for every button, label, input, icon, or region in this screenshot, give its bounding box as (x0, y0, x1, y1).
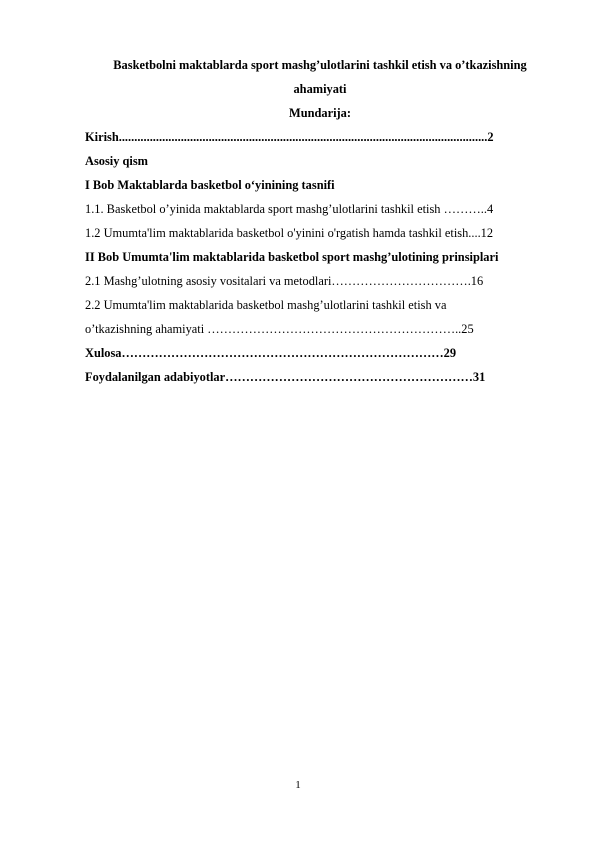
toc-entry-2-2-line-1: 2.2 Umumta'lim maktablarida basketbol mashg’ulotlarini tashkil etish va (85, 298, 447, 312)
toc-entry-2-1: 2.1 Mashg’ulotning asosiy vositalari va metodlari…………………………….16 (85, 274, 484, 288)
toc-entry-bob-2: II Bob Umumta'lim maktablarida basketbol sport mashg’ulotining prinsiplari (85, 250, 499, 264)
toc-entry-2-2-line-2: o’tkazishning ahamiyati ……………………………………………………..25 (85, 322, 474, 336)
toc-entry-1-1: 1.1. Basketbol o’yinida maktablarda sport mashg’ulotlarini tashkil etish ………..4 (85, 202, 494, 216)
toc-entry-xulosa: Xulosa……………………………………………………………………29 (85, 346, 457, 360)
document-title-line-2: ahamiyati (293, 82, 347, 96)
document-title-line-1: Basketbolni maktablarda sport mashg’ulotlarini tashkil etish va o’tkazishning (113, 58, 527, 72)
toc-entry-asosiy-qism: Asosiy qism (85, 154, 148, 168)
toc-heading: Mundarija: (289, 106, 351, 120)
toc-entry-bob-1: I Bob Maktablarda basketbol o‘yinining tasnifi (85, 178, 335, 192)
page-number: 1 (295, 779, 301, 791)
toc-entry-kirish: Kirish.......................................................................................................................2 (85, 130, 494, 144)
toc-entry-1-2: 1.2 Umumta'lim maktablarida basketbol o'yinini o'rgatish hamda tashkil etish....12 (85, 226, 494, 240)
toc-entry-foydalanilgan-adabiyotlar: Foydalanilgan adabiyotlar……………………………………………………31 (85, 370, 486, 384)
